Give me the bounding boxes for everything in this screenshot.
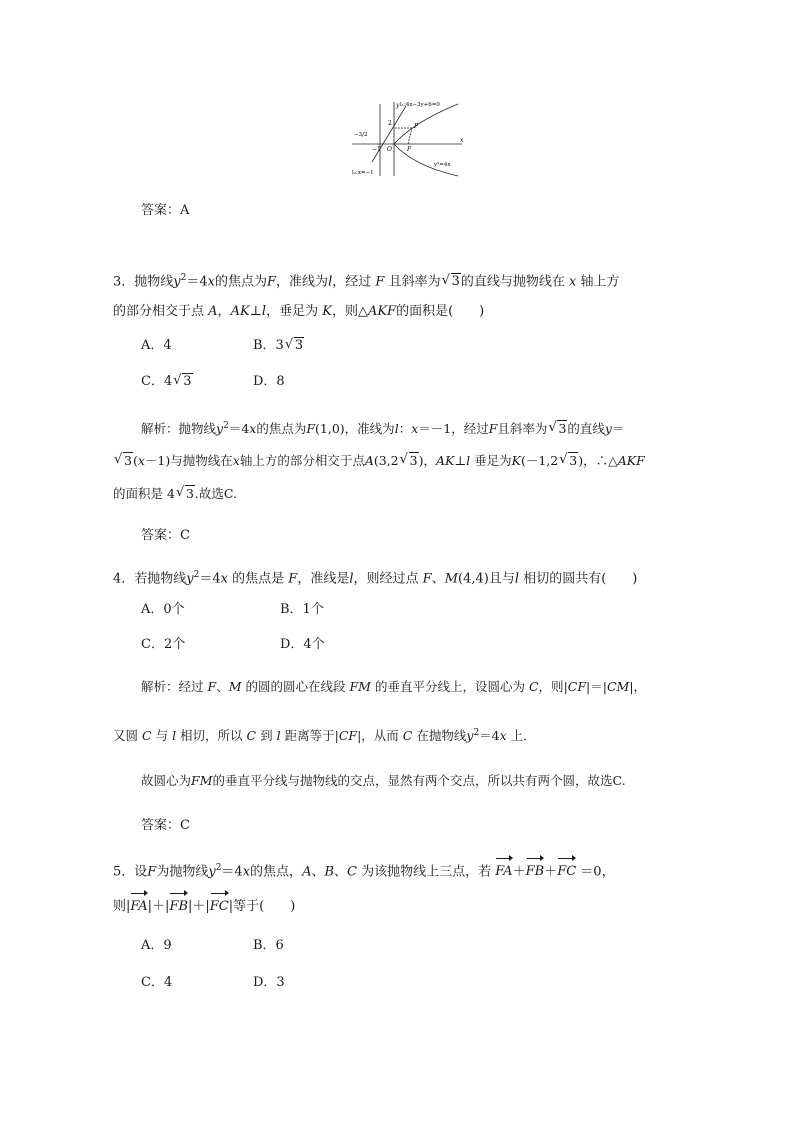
parabola-lower: [394, 144, 458, 176]
q5-line2: 则|FA|＋|FB|＋|FC|等于( ): [113, 897, 295, 917]
q3-line2: 的部分相交于点 A，AK⊥l，垂足为 K，则△AKF的面积是( ): [113, 304, 485, 319]
q3-options-row1: [141, 336, 304, 356]
line1-label: l₁:4x−3y+6=0: [400, 102, 440, 108]
q4-line1: 4．若抛物线$y^2=4x$ 的焦点是 F，准线是l，则经过点 F、M(4,4)且与l 相切的圆共有( ): [113, 570, 638, 587]
q3-opt-d: D．8: [253, 374, 285, 389]
answer-a: 答案：A: [141, 203, 190, 218]
q4-opt-c: C．2个: [141, 637, 186, 652]
parabola-figure: [350, 96, 470, 178]
origin-label: O: [387, 146, 392, 153]
q4-opt-a: A．0个: [141, 602, 185, 617]
q3-options-row2: [141, 372, 285, 392]
q5-opt-a: A．9: [141, 938, 172, 953]
q4-solution-line3: 故圆心为FM的垂直平分线与抛物线的交点，显然有两个交点，所以共有两个圆，故选C.: [141, 773, 626, 788]
tangent-line: [372, 106, 406, 162]
q5-opt-d: D．3: [253, 975, 285, 990]
parabola-label: y²=4x: [434, 162, 451, 168]
q5-options-row2: [141, 973, 285, 993]
tick-y-label: 2: [388, 120, 392, 127]
q3-line1: 3．抛物线$y^2=4x$的焦点为F，准线为l，经过 F 且斜率为√ 3的直线与抛物线在 x 轴上方: [113, 268, 620, 292]
point-label: P: [414, 123, 419, 130]
q4-answer: 答案：C: [141, 818, 190, 833]
q4-solution-line2: 又圆 C 与 l 相切，所以 C 到 l 距离等于|CF|，从而 C 在抛物线$y^2=4x$ 上．: [113, 728, 536, 744]
q4-solution-line1: 解析：经过 F、M 的圆的圆心在线段 FM 的垂直平分线上，设圆心为 C，则|CF|＝|CM|，: [141, 679, 647, 694]
tick-neg1-label: −1: [372, 146, 381, 153]
line2-label: l₂:x=−1: [352, 170, 374, 176]
q4-options-row1: [141, 600, 324, 620]
q4-opt-b: B．1个: [280, 602, 324, 617]
q4-opt-d: D．4个: [280, 637, 325, 652]
axis-y-label: y: [396, 102, 400, 109]
q3-solution-line1: 解析：抛物线$y^2=4x$的焦点为F(1,0)，准线为l：x＝－1，经过F且斜率为√ 3的直线y＝: [141, 416, 624, 439]
q3-opt-c: C．4√ 3: [141, 374, 193, 389]
q5-opt-c: C．4: [141, 975, 173, 990]
q3-solution-line3: 的面积是 4√ 3.故选C.: [113, 484, 237, 504]
focus-label: F: [407, 146, 412, 153]
q5-opt-b: B．6: [253, 938, 284, 953]
q4-options-row2: [141, 635, 325, 655]
frac-label: −3/2: [354, 132, 368, 138]
q3-solution-line2: √ 3(x－1)与抛物线在x轴上方的部分相交于点A(3,2√ 3)，AK⊥l 垂足为K(－1,2√ 3)，∴△AKF: [113, 451, 645, 471]
q5-options-row1: [141, 936, 284, 956]
q3-opt-b: B．3√ 3: [253, 336, 304, 356]
q5-line1: 5．设F为抛物线$y^2=4x$的焦点，A、B、C 为该抛物线上三点，若 FA＋FB＋FC ＝0，: [113, 858, 615, 882]
q3-opt-a: A．4: [141, 338, 172, 353]
q3-answer: 答案：C: [141, 528, 190, 543]
axis-x-label: x: [460, 137, 464, 144]
